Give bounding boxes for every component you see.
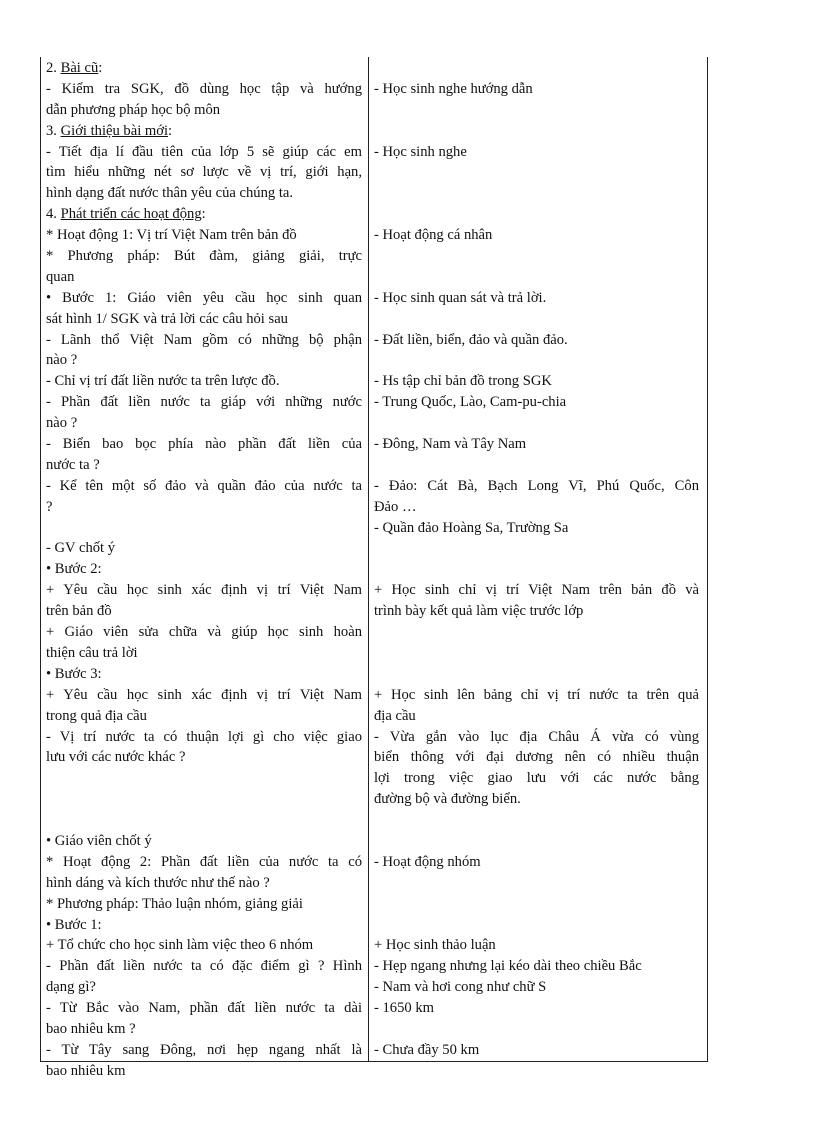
teacher-line: tìm hiểu những nét sơ lược về vị trí, giới hạn, xyxy=(46,164,362,181)
teacher-line: - Kiểm tra SGK, đồ dùng học tập và hướng xyxy=(46,80,362,97)
student-line xyxy=(374,559,699,580)
student-line xyxy=(374,100,699,121)
student-line: - Hoạt động nhóm xyxy=(374,853,481,870)
teacher-line: - Phần đất liền nước ta giáp với những nước xyxy=(46,394,362,411)
teacher-line xyxy=(46,121,362,142)
student-line xyxy=(374,873,699,894)
student-line: lợi trong việc giao lưu với các nước bằng xyxy=(374,770,699,787)
student-line: - Chưa đầy 50 km xyxy=(374,1041,480,1058)
teacher-line: - Biển bao bọc phía nào phần đất liền của xyxy=(46,436,362,453)
student-line xyxy=(374,246,699,267)
teacher-line xyxy=(46,789,362,810)
student-line: - Vừa gắn vào lục địa Châu Á vừa có vùng xyxy=(374,728,699,745)
teacher-line: bao nhiêu km xyxy=(46,1062,126,1079)
section-heading: Bài cũ xyxy=(60,60,99,76)
teacher-line: nước ta ? xyxy=(46,456,100,473)
section-colon: : xyxy=(201,206,206,223)
student-line xyxy=(374,121,699,142)
student-line xyxy=(374,455,699,476)
teacher-line: nào ? xyxy=(46,415,78,432)
teacher-line: * Phương pháp: Bút đàm, giảng giải, trực xyxy=(46,248,362,265)
teacher-line: • Giáo viên chốt ý xyxy=(46,832,152,849)
teacher-line: quan xyxy=(46,268,75,285)
teacher-line: - Từ Bắc vào Nam, phần đất liền nước ta dài xyxy=(46,1000,362,1017)
teacher-line: dẫn phương pháp học bộ môn xyxy=(46,101,221,118)
student-line: Đảo … xyxy=(374,498,417,515)
student-line xyxy=(374,915,699,936)
student-line xyxy=(374,183,699,204)
teacher-line: - Phần đất liền nước ta có đặc điểm gì ? Hình xyxy=(46,958,362,975)
teacher-line xyxy=(46,768,362,789)
student-line: - Đảo: Cát Bà, Bạch Long Vĩ, Phú Quốc, Côn xyxy=(374,477,699,494)
teacher-line: - Vị trí nước ta có thuận lợi gì cho việc giao xyxy=(46,728,362,745)
student-line xyxy=(374,267,699,288)
section-heading: Giới thiệu bài mới xyxy=(60,122,169,139)
student-line: - Hs tập chỉ bản đồ trong SGK xyxy=(374,373,552,390)
teacher-line: hình dáng và kích thước như thế nào ? xyxy=(46,874,270,891)
teacher-line xyxy=(46,810,362,831)
teacher-line: lưu với các nước khác ? xyxy=(46,749,186,766)
student-line xyxy=(374,350,699,371)
student-activities-column xyxy=(374,58,699,1082)
teacher-line: hình dạng đất nước thân yêu của chúng ta. xyxy=(46,185,294,202)
teacher-line: * Hoạt động 2: Phần đất liền của nước ta có xyxy=(46,853,362,870)
student-line xyxy=(374,204,699,225)
student-line: địa cầu xyxy=(374,707,416,724)
student-line xyxy=(374,538,699,559)
teacher-line: - Tiết địa lí đầu tiên của lớp 5 sẽ giúp các em xyxy=(46,143,362,160)
section-colon: : xyxy=(168,122,173,139)
student-line: - Học sinh nghe xyxy=(374,143,467,160)
teacher-line: - GV chốt ý xyxy=(46,540,116,557)
teacher-line: - Từ Tây sang Đông, nơi hẹp ngang nhất là xyxy=(46,1041,362,1058)
section-number: 3. xyxy=(46,122,61,139)
student-line xyxy=(374,622,699,643)
student-line: biển thông với đại dương nên có nhiều thuận xyxy=(374,749,699,766)
student-line: - 1650 km xyxy=(374,1000,434,1017)
student-line: đường bộ và đường biển. xyxy=(374,791,521,808)
student-line: - Học sinh quan sát và trả lời. xyxy=(374,289,547,306)
student-line xyxy=(374,162,699,183)
teacher-line: bao nhiêu km ? xyxy=(46,1020,136,1037)
student-line: - Học sinh nghe hướng dẫn xyxy=(374,80,533,97)
teacher-line: • Bước 1: Giáo viên yêu cầu học sinh quan xyxy=(46,289,362,306)
student-line xyxy=(374,894,699,915)
teacher-line: + Giáo viên sửa chữa và giúp học sinh hoàn xyxy=(46,624,362,641)
teacher-line: trong quả địa cầu xyxy=(46,707,147,724)
teacher-line: * Hoạt động 1: Vị trí Việt Nam trên bản đồ xyxy=(46,227,297,244)
teacher-line: + Yêu cầu học sinh xác định vị trí Việt Nam xyxy=(46,686,362,703)
section-colon: : xyxy=(98,60,103,76)
student-line xyxy=(374,58,699,79)
teacher-line: - Lãnh thổ Việt Nam gồm có những bộ phận xyxy=(46,331,362,348)
teacher-line xyxy=(46,204,362,225)
student-line: - Trung Quốc, Lào, Cam-pu-chia xyxy=(374,394,567,411)
student-line: - Đông, Nam và Tây Nam xyxy=(374,436,527,453)
section-number: 4. xyxy=(46,206,61,223)
student-line xyxy=(374,831,699,852)
teacher-line: • Bước 3: xyxy=(46,665,102,682)
student-line: + Học sinh chỉ vị trí Việt Nam trên bản đồ và xyxy=(374,582,699,599)
student-line xyxy=(374,413,699,434)
student-line: - Quần đảo Hoàng Sa, Trường Sa xyxy=(374,519,569,536)
teacher-line: + Yêu cầu học sinh xác định vị trí Việt Nam xyxy=(46,582,362,599)
student-line xyxy=(374,1019,699,1040)
student-line: - Đất liền, biển, đảo và quần đảo. xyxy=(374,331,568,348)
teacher-line: trên bản đồ xyxy=(46,603,112,620)
student-line xyxy=(374,309,699,330)
teacher-line xyxy=(46,518,362,539)
teacher-line: - Chỉ vị trí đất liền nước ta trên lược đồ. xyxy=(46,373,280,390)
student-line: trình bày kết quả làm việc trước lớp xyxy=(374,603,584,620)
student-line: - Hoạt động cá nhân xyxy=(374,227,493,244)
student-line xyxy=(374,643,699,664)
teacher-line: * Phương pháp: Thảo luận nhóm, giảng giải xyxy=(46,895,303,912)
teacher-line: - Kể tên một số đảo và quần đảo của nước ta xyxy=(46,477,362,494)
student-line: + Học sinh lên bảng chỉ vị trí nước ta trên quả xyxy=(374,686,699,703)
column-divider xyxy=(368,57,369,1061)
teacher-activities-column xyxy=(46,58,362,1082)
section-number: 2. xyxy=(46,60,61,76)
teacher-line: thiện câu trả lời xyxy=(46,644,138,661)
student-line xyxy=(374,664,699,685)
teacher-line: • Bước 1: xyxy=(46,916,102,933)
student-line: - Nam và hơi cong như chữ S xyxy=(374,979,547,996)
teacher-line: dạng gì? xyxy=(46,979,96,996)
student-line: - Hẹp ngang nhưng lại kéo dài theo chiều Bắc xyxy=(374,958,642,975)
teacher-line: + Tổ chức cho học sinh làm việc theo 6 nhóm xyxy=(46,937,314,954)
teacher-line: nào ? xyxy=(46,352,78,369)
section-heading: Phát triển các hoạt động xyxy=(60,206,202,223)
teacher-line: • Bước 2: xyxy=(46,561,102,578)
student-line xyxy=(374,810,699,831)
teacher-line: ? xyxy=(46,498,53,515)
student-line: + Học sinh thảo luận xyxy=(374,937,496,954)
teacher-line xyxy=(46,58,362,79)
student-line xyxy=(374,1061,699,1082)
teacher-line: sát hình 1/ SGK và trả lời các câu hỏi sau xyxy=(46,310,288,327)
